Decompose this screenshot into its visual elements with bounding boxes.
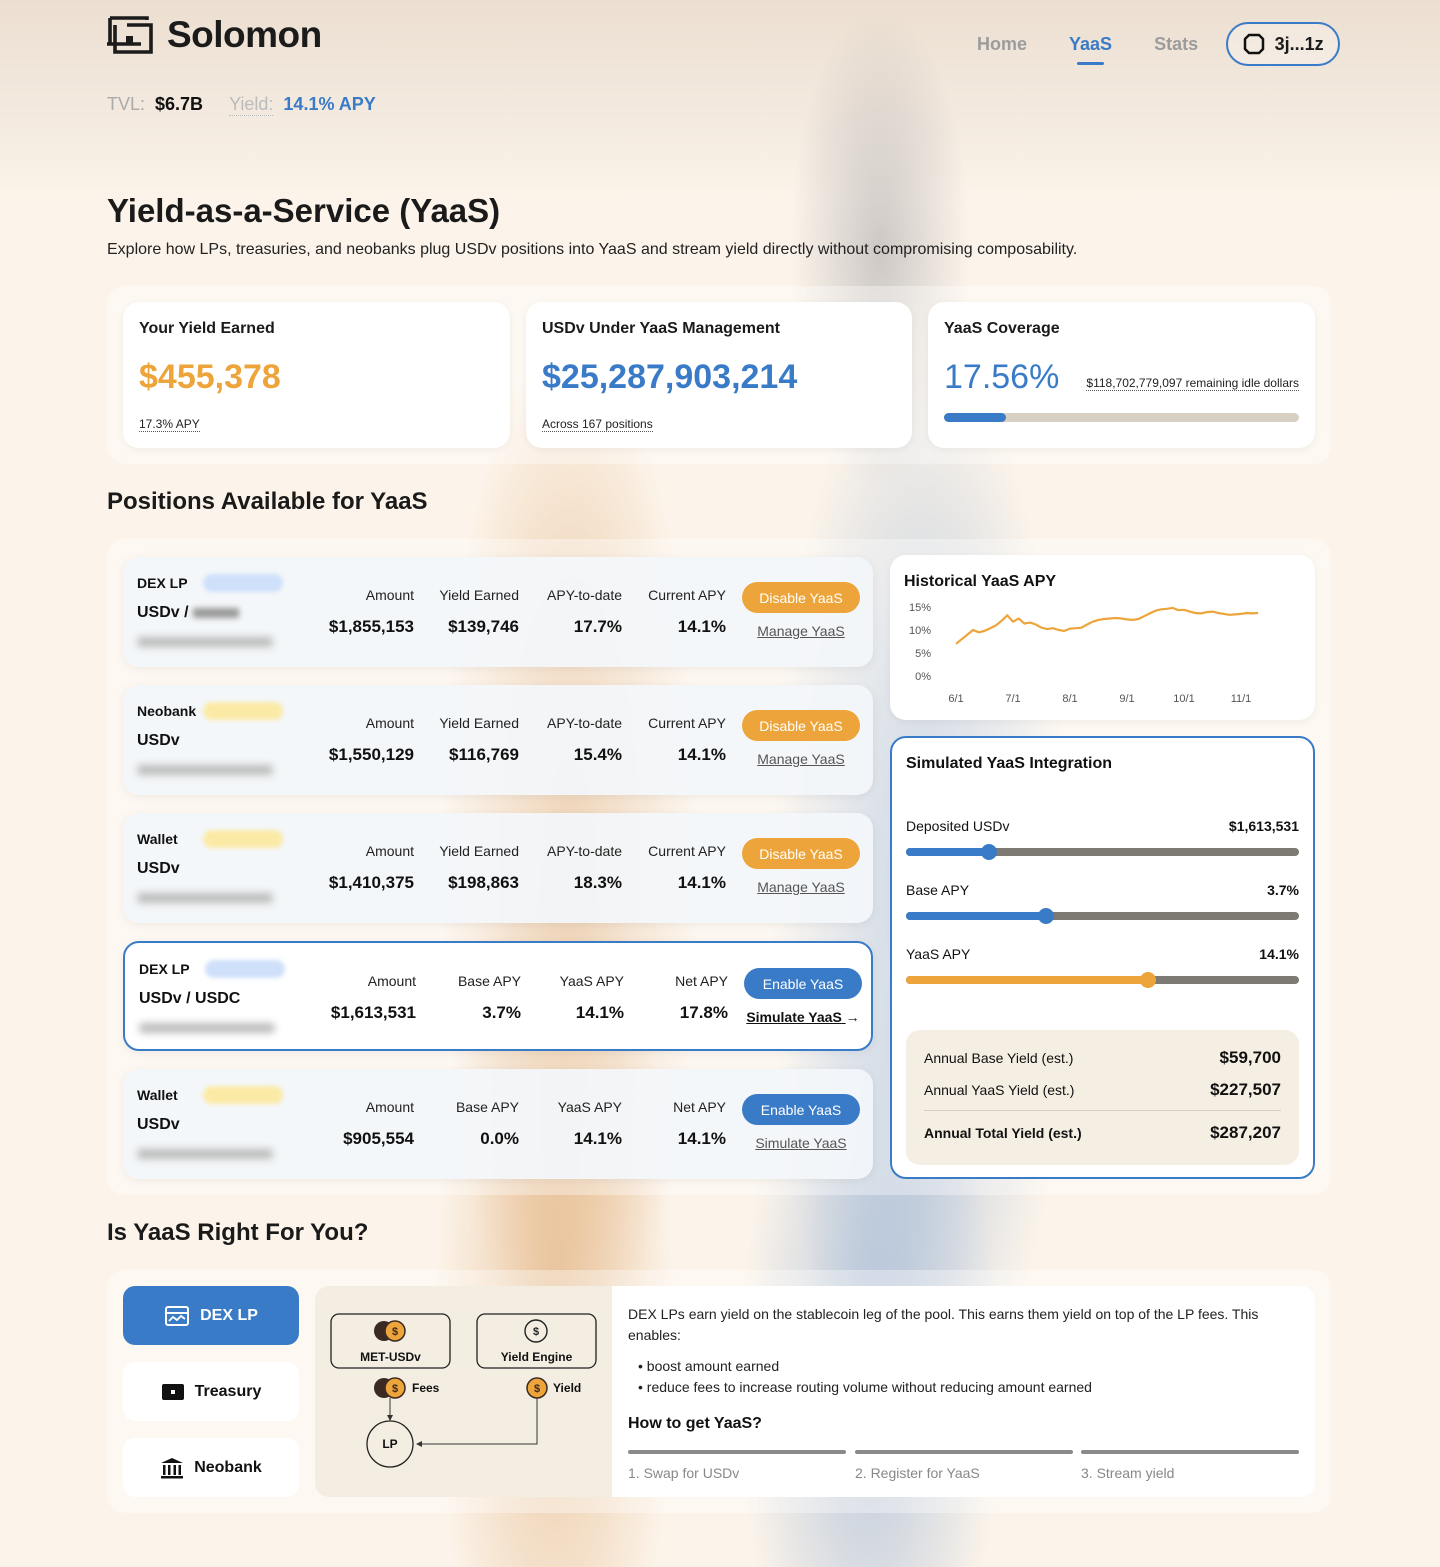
position-address-redacted <box>137 893 273 903</box>
card-title: USDv Under YaaS Management <box>542 320 781 337</box>
page-title: Yield-as-a-Service (YaaS) <box>107 192 501 229</box>
x-tick-label: 10/1 <box>1173 693 1195 705</box>
svg-text:$: $ <box>391 1326 399 1338</box>
metric-label: Yield Earned <box>439 587 519 603</box>
svg-text:$: $ <box>533 1383 541 1395</box>
position-address-redacted <box>139 1023 275 1033</box>
metric-value: $1,855,153 <box>328 617 414 636</box>
position-address-redacted <box>137 1149 273 1159</box>
metric-value: 3.7% <box>482 1003 521 1022</box>
position-name: USDv / USDC <box>139 990 241 1007</box>
logo[interactable] <box>107 14 322 56</box>
metric-value: $1,550,129 <box>328 745 414 764</box>
simulator-card <box>890 736 1315 1179</box>
simulate-yaas-link[interactable]: Simulate YaaS → <box>746 1009 860 1025</box>
label-yield: Yield <box>553 1381 582 1395</box>
metric-label: Base APY <box>457 973 521 989</box>
metric-label: Base APY <box>455 1099 519 1115</box>
simulator-title: Simulated YaaS Integration <box>906 755 1112 772</box>
metric-value: 15.4% <box>573 745 622 764</box>
position-type: DEX LP <box>137 575 188 591</box>
yield-label[interactable]: Yield: <box>229 94 274 114</box>
metric-label: Current APY <box>648 715 726 731</box>
metric-value: 14.1% <box>677 745 726 764</box>
tab-treasury[interactable] <box>123 1362 299 1421</box>
metric-value: 14.1% <box>677 1129 726 1148</box>
position-metric <box>419 1099 519 1149</box>
metric-value: 14.1% <box>575 1003 624 1022</box>
position-metric <box>419 587 519 637</box>
metric-label: Amount <box>365 1099 414 1115</box>
slider-handle[interactable] <box>1140 972 1156 988</box>
step-swap <box>628 1450 846 1481</box>
fit-heading: Is YaaS Right For You? <box>107 1219 369 1246</box>
position-metric <box>314 715 414 765</box>
yield-estimates <box>906 1030 1299 1165</box>
wallet-button[interactable] <box>1226 22 1340 66</box>
position-metric <box>522 715 622 765</box>
slider-label: YaaS APY <box>906 946 971 962</box>
card-note[interactable]: Across 167 positions <box>542 417 653 431</box>
metric-label: Current APY <box>648 843 726 859</box>
position-metric <box>419 715 519 765</box>
solomon-logo-icon <box>107 14 155 56</box>
position-type: Wallet <box>137 1087 178 1103</box>
position-metric <box>628 973 728 1023</box>
y-tick-label: 10% <box>908 625 931 637</box>
bank-icon <box>160 1457 184 1479</box>
slider-handle[interactable] <box>1038 908 1054 924</box>
position-metric <box>626 843 726 893</box>
usdv-managed-card <box>526 302 912 448</box>
position-tag <box>203 574 283 592</box>
x-tick-label: 7/1 <box>1005 693 1021 705</box>
position-type: DEX LP <box>139 961 190 977</box>
benefit-item: • reduce fees to increase routing volume without reducing amount earned <box>638 1379 1092 1395</box>
position-card <box>123 685 873 795</box>
metric-value: 14.1% <box>677 873 726 892</box>
metric-label: APY-to-date <box>547 843 622 859</box>
metric-label: Amount <box>365 715 414 731</box>
tab-label: DEX LP <box>200 1306 258 1324</box>
position-card <box>123 813 873 923</box>
slider-fill <box>906 848 989 856</box>
tab-label: Treasury <box>194 1382 262 1400</box>
simulate-yaas-link[interactable]: Simulate YaaS <box>755 1135 847 1151</box>
position-metric <box>522 1099 622 1149</box>
manage-yaas-link[interactable]: Manage YaaS <box>757 751 845 767</box>
y-tick-label: 0% <box>915 671 931 683</box>
logo-text: Solomon <box>167 14 322 55</box>
metric-value: $1,613,531 <box>330 1003 416 1022</box>
card-value: $455,378 <box>139 358 281 396</box>
treasury-chest-icon <box>161 1383 185 1401</box>
position-type: Neobank <box>137 703 197 719</box>
metric-value: $116,769 <box>449 745 519 764</box>
manage-yaas-link[interactable]: Manage YaaS <box>757 623 845 639</box>
svg-text:$: $ <box>532 1326 540 1338</box>
position-address-redacted <box>137 765 273 775</box>
result-label: Annual YaaS Yield (est.) <box>924 1082 1075 1098</box>
metric-label: Amount <box>365 843 414 859</box>
disable-yaas-button[interactable]: Disable YaaS <box>742 838 860 869</box>
metric-value: 18.3% <box>573 873 622 892</box>
slider-value: 14.1% <box>1259 946 1299 962</box>
apy-line-chart <box>890 555 1315 720</box>
nav-yaas[interactable]: YaaS <box>1069 30 1112 59</box>
metric-label: Current APY <box>648 587 726 603</box>
card-note[interactable]: 17.3% APY <box>139 417 200 431</box>
node-yield-engine: Yield Engine <box>500 1350 573 1364</box>
position-card <box>123 941 873 1051</box>
slider-yaas-apy-row <box>906 946 1299 962</box>
tab-label: Neobank <box>194 1458 262 1476</box>
benefit-item: • boost amount earned <box>638 1358 780 1374</box>
metric-label: Yield Earned <box>439 843 519 859</box>
how-heading: How to get YaaS? <box>628 1415 762 1432</box>
position-metric <box>626 587 726 637</box>
coverage-card <box>928 302 1315 448</box>
total-label: Annual Total Yield (est.) <box>924 1125 1082 1141</box>
position-address-redacted <box>137 637 273 647</box>
position-metric <box>316 973 416 1023</box>
x-tick-label: 9/1 <box>1119 693 1135 705</box>
position-metric <box>314 1099 414 1149</box>
step-label: 1. Swap for USDv <box>628 1465 740 1481</box>
metric-label: Amount <box>367 973 416 989</box>
nav-home[interactable]: Home <box>977 33 1028 54</box>
step-label: 3. Stream yield <box>1081 1465 1175 1481</box>
card-value: $25,287,903,214 <box>542 358 798 396</box>
x-tick-label: 11/1 <box>1230 693 1252 705</box>
wallet-icon <box>1243 33 1265 55</box>
metric-value: 17.8% <box>679 1003 728 1022</box>
disable-yaas-button[interactable]: Disable YaaS <box>742 710 860 741</box>
slider-fill <box>906 912 1046 920</box>
position-name: USDv <box>137 732 180 749</box>
protocol-stats <box>107 94 376 116</box>
position-metric <box>522 843 622 893</box>
metric-label: APY-to-date <box>547 587 622 603</box>
result-label: Annual Base Yield (est.) <box>924 1050 1074 1066</box>
historical-apy-card <box>890 555 1315 720</box>
enable-yaas-button[interactable]: Enable YaaS <box>744 968 862 999</box>
wallet-address: 3j...1z <box>1274 33 1324 54</box>
yaas-apy-slider[interactable] <box>906 976 1299 984</box>
metric-value: $1,410,375 <box>328 873 414 892</box>
y-tick-label: 5% <box>915 648 931 660</box>
total-value: $287,207 <box>1210 1123 1281 1142</box>
position-metric <box>626 715 726 765</box>
slider-handle[interactable] <box>981 844 997 860</box>
dex-lp-icon <box>164 1305 190 1327</box>
position-metric <box>419 843 519 893</box>
nav-stats[interactable]: Stats <box>1154 33 1199 54</box>
redacted-token <box>193 608 239 618</box>
position-card <box>123 1069 873 1179</box>
yield-value: 14.1% APY <box>283 94 376 114</box>
annual-yaas-yield-row <box>924 1080 1281 1100</box>
yield-earned-card <box>123 302 510 448</box>
annual-base-yield-row <box>924 1048 1281 1068</box>
manage-yaas-link[interactable]: Manage YaaS <box>757 879 845 895</box>
arrow-right-icon: → <box>845 1009 860 1025</box>
idle-dollars-note[interactable]: $118,702,779,097 remaining idle dollars <box>1086 376 1299 390</box>
metric-value: 14.1% <box>677 617 726 636</box>
position-name: USDv <box>137 1116 180 1133</box>
position-tag <box>203 1086 283 1104</box>
node-lp: LP <box>382 1437 398 1451</box>
base-apy-slider[interactable] <box>906 912 1299 920</box>
slider-fill <box>906 976 1148 984</box>
coverage-bar <box>944 413 1299 422</box>
position-type: Wallet <box>137 831 178 847</box>
benefit-list <box>638 1356 1092 1398</box>
card-value: 17.56% <box>944 358 1060 396</box>
position-metric <box>314 587 414 637</box>
step-register <box>855 1450 1073 1481</box>
node-met-usdv: MET-USDv <box>360 1350 421 1364</box>
apy-series-line <box>956 608 1258 644</box>
metric-label: Net APY <box>673 1099 726 1115</box>
x-tick-label: 8/1 <box>1062 693 1078 705</box>
position-metric <box>314 843 414 893</box>
result-value: $59,700 <box>1219 1048 1281 1067</box>
tab-dex-lp[interactable] <box>123 1286 299 1345</box>
position-metric <box>626 1099 726 1149</box>
metric-value: $139,746 <box>448 617 519 636</box>
label-fees: Fees <box>412 1381 440 1395</box>
step-label: 2. Register for YaaS <box>855 1465 980 1481</box>
slider-label: Base APY <box>906 882 970 898</box>
position-tag <box>203 702 283 720</box>
metric-label: Net APY <box>675 973 728 989</box>
description-text: DEX LPs earn yield on the stablecoin leg of the pool. This earns them yield on top of the LP fees. This enables: <box>628 1306 1259 1343</box>
metric-value: $905,554 <box>343 1129 414 1148</box>
slider-label: Deposited USDv <box>906 818 1010 834</box>
tvl-value: $6.7B <box>155 94 204 114</box>
positions-heading: Positions Available for YaaS <box>107 488 428 515</box>
divider <box>924 1110 1281 1111</box>
top-nav <box>977 22 1340 66</box>
svg-text:$: $ <box>391 1383 399 1395</box>
position-card <box>123 557 873 667</box>
fit-description <box>612 1286 1315 1497</box>
metric-label: APY-to-date <box>547 715 622 731</box>
metric-label: YaaS APY <box>557 1099 622 1115</box>
yaas-flow-diagram <box>315 1286 612 1497</box>
page-subtitle: Explore how LPs, treasuries, and neobanks plug USDv positions into YaaS and stream yield directly without compromising composability. <box>107 241 1078 258</box>
coverage-bar-fill <box>944 413 1006 422</box>
deposited-slider[interactable] <box>906 848 1299 856</box>
disable-yaas-button[interactable]: Disable YaaS <box>742 582 860 613</box>
metric-value: 0.0% <box>480 1129 519 1148</box>
card-title: YaaS Coverage <box>944 320 1060 337</box>
position-metric <box>522 587 622 637</box>
slider-value: $1,613,531 <box>1228 818 1299 834</box>
slider-base-apy-row <box>906 882 1299 898</box>
enable-yaas-button[interactable]: Enable YaaS <box>742 1094 860 1125</box>
tab-neobank[interactable] <box>123 1438 299 1497</box>
position-tag <box>203 830 283 848</box>
chart-title: Historical YaaS APY <box>904 573 1057 590</box>
metric-label: Amount <box>365 587 414 603</box>
metric-value: $198,863 <box>448 873 519 892</box>
card-title: Your Yield Earned <box>139 320 275 337</box>
metric-value: 14.1% <box>573 1129 622 1148</box>
position-name: USDv / <box>137 604 239 622</box>
slider-deposited-row <box>906 818 1299 834</box>
slider-value: 3.7% <box>1267 882 1299 898</box>
annual-total-yield-row <box>924 1123 1281 1143</box>
position-name: USDv <box>137 860 180 877</box>
result-value: $227,507 <box>1210 1080 1281 1099</box>
position-metric <box>524 973 624 1023</box>
metric-value: 17.7% <box>573 617 622 636</box>
position-tag <box>205 960 285 978</box>
tvl-label: TVL: <box>107 94 146 114</box>
y-tick-label: 15% <box>908 602 931 614</box>
metric-label: YaaS APY <box>559 973 624 989</box>
step-stream <box>1081 1450 1299 1481</box>
metric-label: Yield Earned <box>439 715 519 731</box>
x-tick-label: 6/1 <box>948 693 964 705</box>
position-metric <box>421 973 521 1023</box>
